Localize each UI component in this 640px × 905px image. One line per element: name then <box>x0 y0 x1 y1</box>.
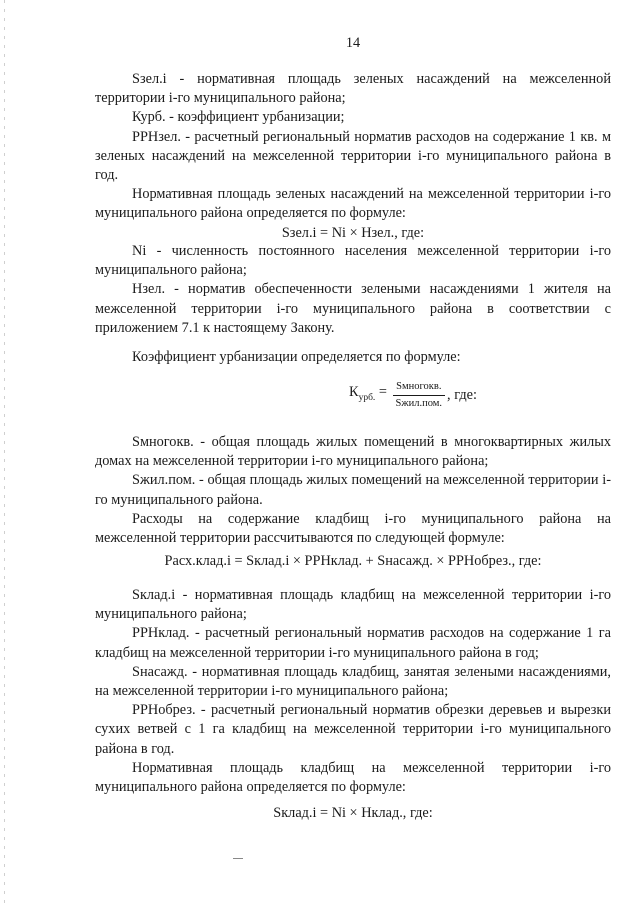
definitions-green-area <box>95 70 611 243</box>
definition-s-nasazhd: Sнасажд. - нормативная площадь кладбищ, занятая зелеными насаждениями, на межселенной территории i-го муниципального района; <box>95 663 611 700</box>
formula-urbanization-fraction <box>393 380 446 411</box>
definitions-population <box>95 242 611 338</box>
definition-rrn-zel: РРНзел. - расчетный региональный норматив расходов на содержание 1 кв. м зеленых насаждений на межселенной территории i-го муниципального района в год. <box>95 128 611 184</box>
definition-s-zel: Sзел.i - нормативная площадь зеленых насаждений на межселенной территории i-го муниципального района; <box>95 71 611 107</box>
definition-rrn-obrez: РРНобрез. - расчетный региональный норматив обрезки деревьев и вырезки сухих ветвей с 1 га кладбищ на межселенной территории i-го муниципального района в год. <box>95 702 611 757</box>
formula-urbanization-lhs: $К_{урб.}$ = <box>349 383 387 403</box>
scan-mark <box>233 858 243 859</box>
formula-cemetery-area: Sклад.i = Ni × Нклад., где: <box>273 805 433 821</box>
formula-urbanization-suffix: , где: <box>447 386 477 403</box>
urbanization-intro-block <box>95 348 611 367</box>
definition-n-zel: Нзел. - норматив обеспеченности зелеными насаждениями 1 жителя на межселенной территории i-го муниципального района в соответствии с приложением 7.1 к настоящему Закону. <box>95 281 611 336</box>
page-number: 14 <box>345 35 361 51</box>
paragraph-cemetery-norm-intro: Нормативная площадь кладбищ на межселенной территории i-го муниципального района определяется по формуле: <box>95 759 611 796</box>
definition-s-mnogokv: Sмногокв. - общая площадь жилых помещений в многоквартирных жилых домах на межселенной территории i-го муниципального района; <box>95 434 611 470</box>
definition-s-klad: Sклад.i - нормативная площадь кладбищ на межселенной территории i-го муниципального района; <box>95 587 611 623</box>
definitions-cemetery <box>95 586 611 797</box>
scan-edge <box>4 0 5 905</box>
document-page <box>95 0 611 905</box>
formula-cemetery-costs: Расх.клад.i = Sклад.i × РРНклад. + Sнасажд. × РРНобрез., где: <box>164 553 542 569</box>
formula-urbanization <box>95 380 611 420</box>
formula-cemetery-costs-block <box>95 552 611 571</box>
definition-ni: Ni - численность постоянного населения межселенной территории i-го муниципального района; <box>95 243 611 279</box>
formula-cemetery-area-block <box>95 804 611 823</box>
fraction-denominator: Sжил.пом. <box>395 398 443 409</box>
paragraph-cemetery-costs-intro: Расходы на содержание кладбищ i-го муниципального района на межселенной территории рассчитываются по следующей формуле: <box>95 510 611 547</box>
fraction-numerator: Sмногокв. <box>393 380 446 396</box>
definition-k-urb: Курб. - коэффициент урбанизации; <box>132 109 345 126</box>
definition-s-zhil-pom: Sжил.пом. - общая площадь жилых помещений на межселенной территории i-го муниципального района. <box>95 472 611 508</box>
definition-rrn-klad: РРНклад. - расчетный региональный норматив расходов на содержание 1 га кладбищ на межселенной территории i-го муниципального района в год; <box>95 625 611 661</box>
formula-green-area: Sзел.i = Ni × Нзел., где: <box>281 224 425 241</box>
paragraph-urbanization-intro: Коэффициент урбанизации определяется по формуле: <box>132 349 461 365</box>
definitions-housing-and-cemetery <box>95 433 611 548</box>
paragraph-green-norm-intro: Нормативная площадь зеленых насаждений на межселенной территории i-го муниципального района определяется по формуле: <box>95 186 611 222</box>
